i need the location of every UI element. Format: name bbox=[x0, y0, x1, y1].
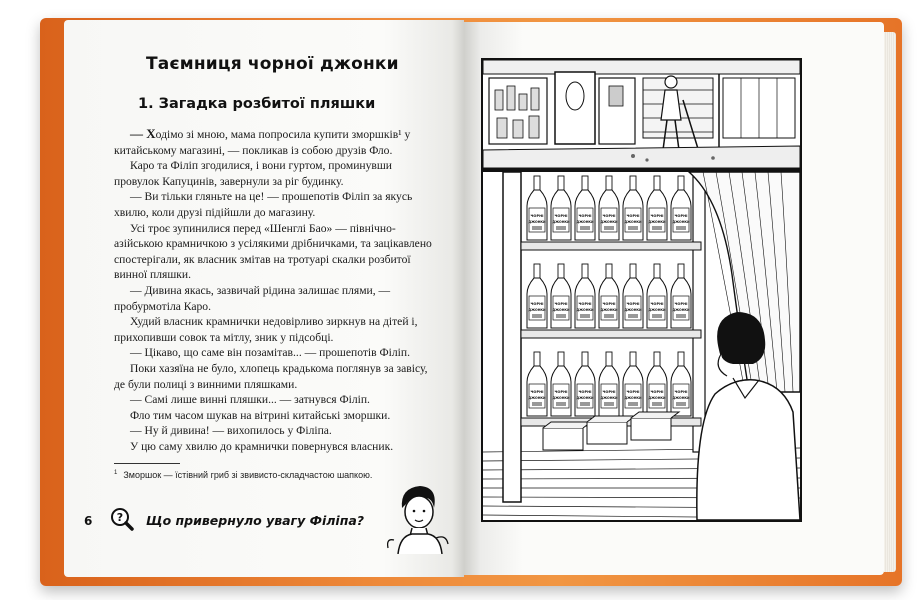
bottle-label-line: ДЖОНКИ bbox=[600, 396, 618, 400]
bottle-label-line: ЧОРНІ bbox=[674, 302, 688, 306]
paragraph: Каро та Філіп згодилися, і вони гуртом, проминувши провулок Капуцинів, завернули за ріг будинку. bbox=[114, 159, 393, 188]
bottle-label-line: ЧОРНІ bbox=[530, 390, 544, 394]
footnote-mark: 1 bbox=[114, 470, 118, 476]
left-page bbox=[64, 20, 464, 577]
bottle-label-line: ДЖОНКИ bbox=[624, 220, 642, 224]
paragraph: Фло тим часом шукав на вітрині китайські зморшки. bbox=[130, 408, 391, 422]
paragraph: — Ходімо зі мною, мама попросила купити зморшків¹ у китайському магазині, — покликав із собою друзів Фло. bbox=[114, 126, 411, 157]
boy-illustration bbox=[382, 478, 454, 554]
bottle-label-line: ДЖОНКИ bbox=[672, 396, 690, 400]
bottle-label-line: ДЖОНКИ bbox=[552, 396, 570, 400]
bottle-label-line: ДЖОНКИ bbox=[600, 308, 618, 312]
bottle-label-line: ДЖОНКИ bbox=[552, 308, 570, 312]
page-edges bbox=[884, 32, 896, 572]
paragraph: Худий власник крамнички недовірливо зиркнув на дітей і, прихопивши совок та мітлу, зник у підсобці. bbox=[114, 315, 418, 344]
bottle-label-line: ДЖОНКИ bbox=[672, 308, 690, 312]
question-text: Що привернуло увагу Філіпа? bbox=[146, 513, 365, 528]
paragraph: — Цікаво, що саме він позамітав... — прошепотів Філіп. bbox=[130, 346, 410, 360]
bottle-label-line: ЧОРНІ bbox=[626, 214, 640, 218]
bottle-label-line: ЧОРНІ bbox=[554, 302, 568, 306]
bottle-label-line: ЧОРНІ bbox=[578, 214, 592, 218]
bottle-label-line: ЧОРНІ bbox=[530, 302, 544, 306]
bottle-label-line: ЧОРНІ bbox=[578, 302, 592, 306]
bottle-label-line: ДЖОНКИ bbox=[672, 220, 690, 224]
bottle-label-line: ЧОРНІ bbox=[650, 214, 664, 218]
story-text bbox=[114, 126, 440, 454]
bottle-label-line: ДЖОНКИ bbox=[528, 220, 546, 224]
paragraph: — Ви тільки гляньте на це! — прошепотів Філіп за якусь хвилю, коли друзі підійшли до магазину. bbox=[114, 190, 413, 219]
bottle-label-line: ДЖОНКИ bbox=[648, 396, 666, 400]
comic-panel-shelves bbox=[481, 170, 802, 522]
magnifier-question-icon bbox=[110, 507, 134, 531]
drop-cap: — Х bbox=[130, 126, 156, 141]
bottle-label-line: ЧОРНІ bbox=[530, 214, 544, 218]
page-number: 6 bbox=[84, 514, 93, 528]
bottle-label-line: ДЖОНКИ bbox=[528, 308, 546, 312]
bottle-label-line: ЧОРНІ bbox=[650, 302, 664, 306]
bottle-label-line: ДЖОНКИ bbox=[576, 220, 594, 224]
bottle-label-line: ДЖОНКИ bbox=[624, 396, 642, 400]
comic-panel-street bbox=[481, 58, 802, 170]
right-page bbox=[464, 22, 884, 575]
bottle-label-line: ЧОРНІ bbox=[626, 390, 640, 394]
bottle-label-line: ЧОРНІ bbox=[554, 214, 568, 218]
paragraph: — Самі лише винні пляшки... — затнувся Філіп. bbox=[130, 393, 370, 407]
bottle-label-line: ЧОРНІ bbox=[674, 390, 688, 394]
bottle-label-line: ЧОРНІ bbox=[674, 214, 688, 218]
bottle-label-line: ДЖОНКИ bbox=[600, 220, 618, 224]
chapter-title: Таємниця чорної джонки bbox=[146, 54, 399, 74]
question-symbol: ? bbox=[116, 511, 124, 524]
footnote: $^1$ Зморшок — їстівний гриб зі звивисто-складчастою шапкою. bbox=[114, 470, 373, 480]
section-title: 1. Загадка розбитої пляшки bbox=[138, 96, 376, 112]
bottle-label-line: ДЖОНКИ bbox=[576, 396, 594, 400]
paragraph: Усі троє зупинилися перед «Шенглі Бао» — північно-азійською крамничкою з усілякими дрібничками, та зацікавлено спостерігали, як власник змітав на тротуарі скалки розбитої винної пляшки. bbox=[114, 221, 432, 282]
paragraph: — Ну й дивина! — вихопилось у Філіпа. bbox=[130, 424, 332, 438]
paragraph: — Дивина якась, зазвичай рідина залишає плями, — пробурмотіла Каро. bbox=[114, 283, 391, 313]
footnote-rule bbox=[114, 463, 180, 464]
bottle-label-line: ДЖОНКИ bbox=[624, 308, 642, 312]
bottle-label-line: ЧОРНІ bbox=[554, 390, 568, 394]
bottle-label-line: ДЖОНКИ bbox=[576, 308, 594, 312]
bottle-label-line: ДЖОНКИ bbox=[528, 396, 546, 400]
paragraph: Поки хазяїна не було, хлопець крадькома поглянув за завісу, де були полиці з винними пляшками. bbox=[114, 361, 428, 391]
bottle-label-line: ЧОРНІ bbox=[602, 390, 616, 394]
bottle-label-line: ДЖОНКИ bbox=[648, 220, 666, 224]
bottle-label-line: ЧОРНІ bbox=[650, 390, 664, 394]
bottle-label-line: ЧОРНІ bbox=[602, 302, 616, 306]
bottle-label-line: ДЖОНКИ bbox=[648, 308, 666, 312]
bottle-label-line: ДЖОНКИ bbox=[552, 220, 570, 224]
bottle-label-line: ЧОРНІ bbox=[602, 214, 616, 218]
bottle-label-line: ЧОРНІ bbox=[626, 302, 640, 306]
bottle-label-line: ЧОРНІ bbox=[578, 390, 592, 394]
paragraph: У цю саму хвилю до крамнички повернувся власник. bbox=[130, 439, 394, 453]
